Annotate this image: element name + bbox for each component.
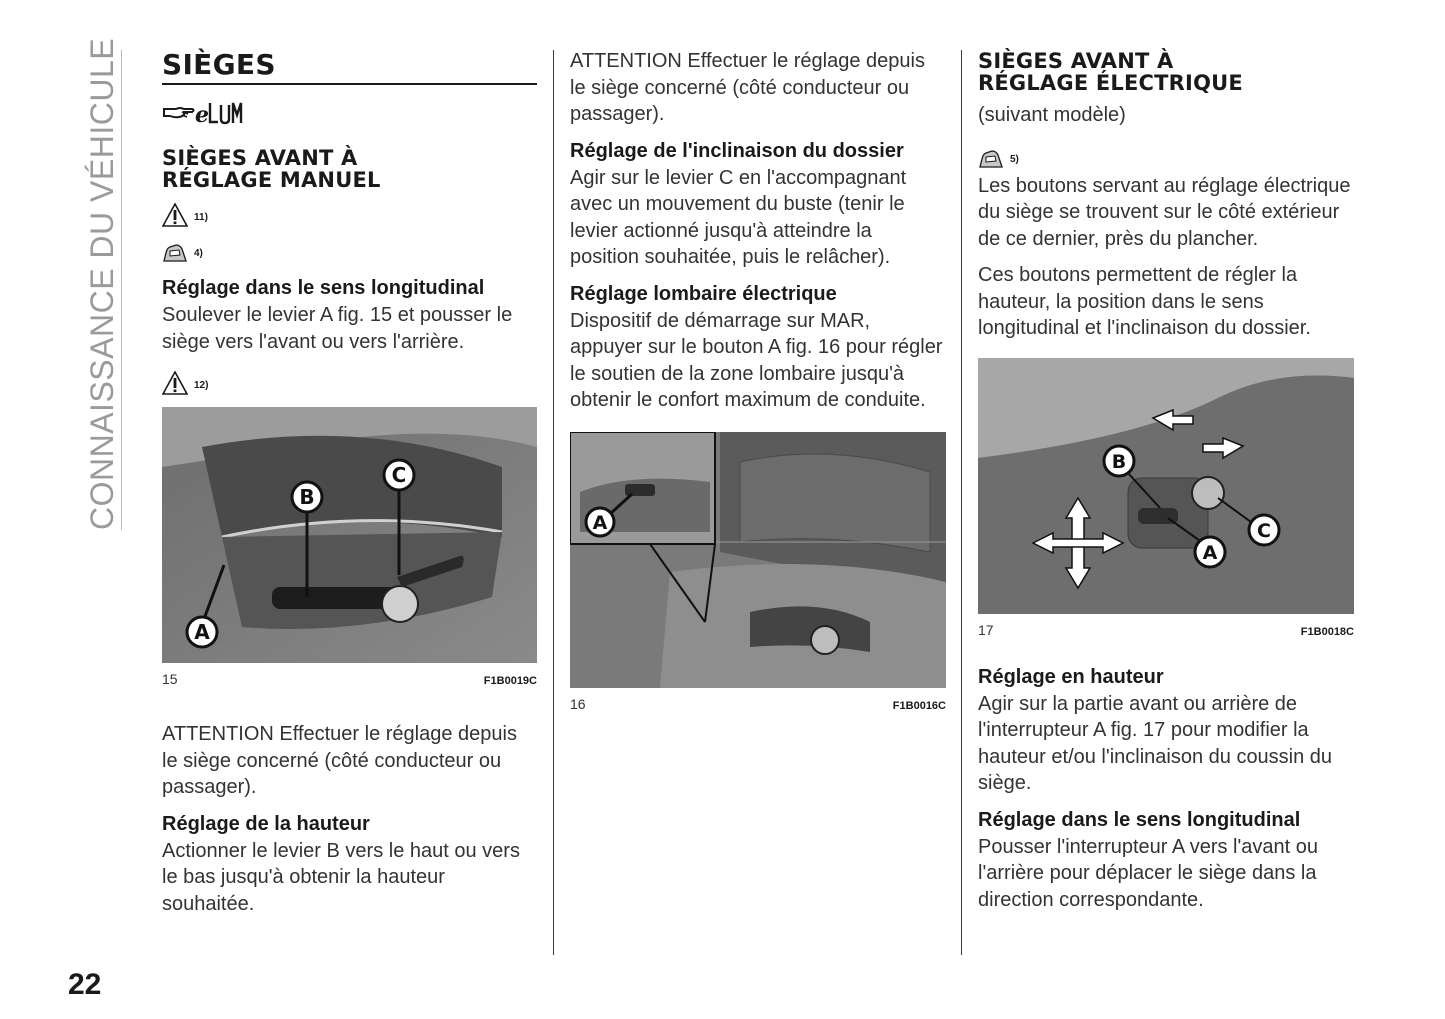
text-lumbar: Dispositif de démarrage sur MAR, appuyer sur le bouton A fig. 16 pour régler le soutien de la zone lombaire jusqu'à obtenir le confort maximum de conduite. bbox=[570, 309, 943, 411]
column-divider bbox=[553, 50, 554, 955]
warning-reference[interactable] bbox=[162, 197, 537, 227]
figure-label-a: A bbox=[592, 511, 608, 534]
heading-recline: Réglage de l'inclinaison du dossier bbox=[570, 139, 904, 162]
section-title: SIÈGES bbox=[162, 48, 537, 85]
text-height: Actionner le levier B vers le haut ou vers le bas jusqu'à obtenir la hauteur souhaitée. bbox=[162, 839, 520, 915]
sidebar-rule bbox=[121, 50, 122, 530]
column-divider bbox=[961, 50, 962, 955]
car-note-reference[interactable] bbox=[978, 139, 1354, 169]
manual-seats-title-line1: SIÈGES AVANT À bbox=[162, 146, 358, 170]
figure-number: 17 bbox=[978, 621, 994, 638]
page-number: 22 bbox=[68, 968, 102, 1001]
text-buttons-location: Les boutons servant au réglage électrique du siège se trouvent sur le côté extérieur de ce dernier, près du plancher. bbox=[978, 174, 1351, 250]
heading-height: Réglage en hauteur bbox=[978, 665, 1164, 688]
figure-code: F1B0016C bbox=[892, 699, 946, 712]
text-buttons-functions: Ces boutons permettent de régler la hauteur, la position dans le sens longitudinal et l'inclinaison du dossier. bbox=[978, 264, 1311, 339]
column-3 bbox=[978, 48, 1354, 923]
figure-label-c: C bbox=[1257, 519, 1271, 542]
figure-label-c: C bbox=[391, 463, 407, 487]
figure-label-a: A bbox=[1202, 541, 1218, 564]
figure-17 bbox=[978, 358, 1354, 638]
electric-seats-title-line1: SIÈGES AVANT À bbox=[978, 49, 1174, 73]
figure-label-a: A bbox=[194, 620, 210, 644]
manual-seats-title-line2: RÉGLAGE MANUEL bbox=[162, 168, 381, 192]
text-attention: ATTENTION Effectuer le réglage depuis le siège concerné (côté conducteur ou passager). bbox=[570, 50, 925, 125]
figure-number: 16 bbox=[570, 695, 586, 712]
subtitle-model: (suivant modèle) bbox=[978, 104, 1126, 126]
car-note-ref-number: 5) bbox=[1010, 153, 1019, 165]
figure-15 bbox=[162, 407, 537, 687]
text-attention: ATTENTION Effectuer le réglage depuis le siège concerné (côté conducteur ou passager). bbox=[162, 723, 517, 798]
electric-seats-title-line2: RÉGLAGE ÉLECTRIQUE bbox=[978, 71, 1243, 95]
figure-number: 15 bbox=[162, 671, 178, 687]
figure-code: F1B0019C bbox=[483, 675, 537, 687]
heading-longitudinal: Réglage dans le sens longitudinal bbox=[978, 808, 1301, 831]
figure-label-b: B bbox=[299, 485, 315, 509]
figure-code: F1B0018C bbox=[1300, 625, 1354, 638]
car-note-icon bbox=[978, 147, 1004, 169]
car-note-icon bbox=[162, 241, 188, 263]
warning-ref-number: 11) bbox=[194, 212, 208, 223]
text-longitudinal: Pousser l'interrupteur A vers l'avant ou l'arrière pour déplacer le siège dans la direction correspondante. bbox=[978, 835, 1319, 911]
warning-icon bbox=[162, 371, 188, 395]
heading-lumbar: Réglage lombaire électrique bbox=[570, 282, 837, 305]
chapter-title: CONNAISSANCE DU VÉHICULE bbox=[84, 37, 120, 530]
figure-16 bbox=[570, 432, 946, 712]
car-note-ref-number: 4) bbox=[194, 248, 203, 259]
heading-longitudinal: Réglage dans le sens longitudinal bbox=[162, 277, 485, 299]
lumbar-seat-photo bbox=[570, 432, 946, 688]
elum-icon bbox=[162, 97, 537, 127]
manual-seat-photo bbox=[162, 407, 537, 663]
car-note-reference[interactable] bbox=[162, 233, 537, 263]
text-longitudinal: Soulever le levier A fig. 15 et pousser le siège vers l'avant ou vers l'arrière. bbox=[162, 304, 513, 353]
warning-icon bbox=[162, 203, 188, 227]
heading-height: Réglage de la hauteur bbox=[162, 812, 370, 835]
electric-seat-photo bbox=[978, 358, 1354, 614]
warning-reference[interactable] bbox=[162, 365, 537, 395]
text-height: Agir sur la partie avant ou arrière de l'interrupteur A fig. 17 pour modifier la hauteur et/ou l'inclinaison du coussin du siège. bbox=[978, 692, 1333, 794]
svg-text:e: e bbox=[195, 102, 209, 127]
figure-label-b: B bbox=[1111, 450, 1127, 473]
warning-ref-number: 12) bbox=[194, 380, 209, 391]
column-2 bbox=[570, 48, 946, 712]
column-1 bbox=[162, 48, 537, 927]
text-recline: Agir sur le levier C en l'accompagnant avec un mouvement du buste (tenir le levier actionné jusqu'à atteindre la position souhaitée, puis le relâcher). bbox=[570, 166, 907, 268]
